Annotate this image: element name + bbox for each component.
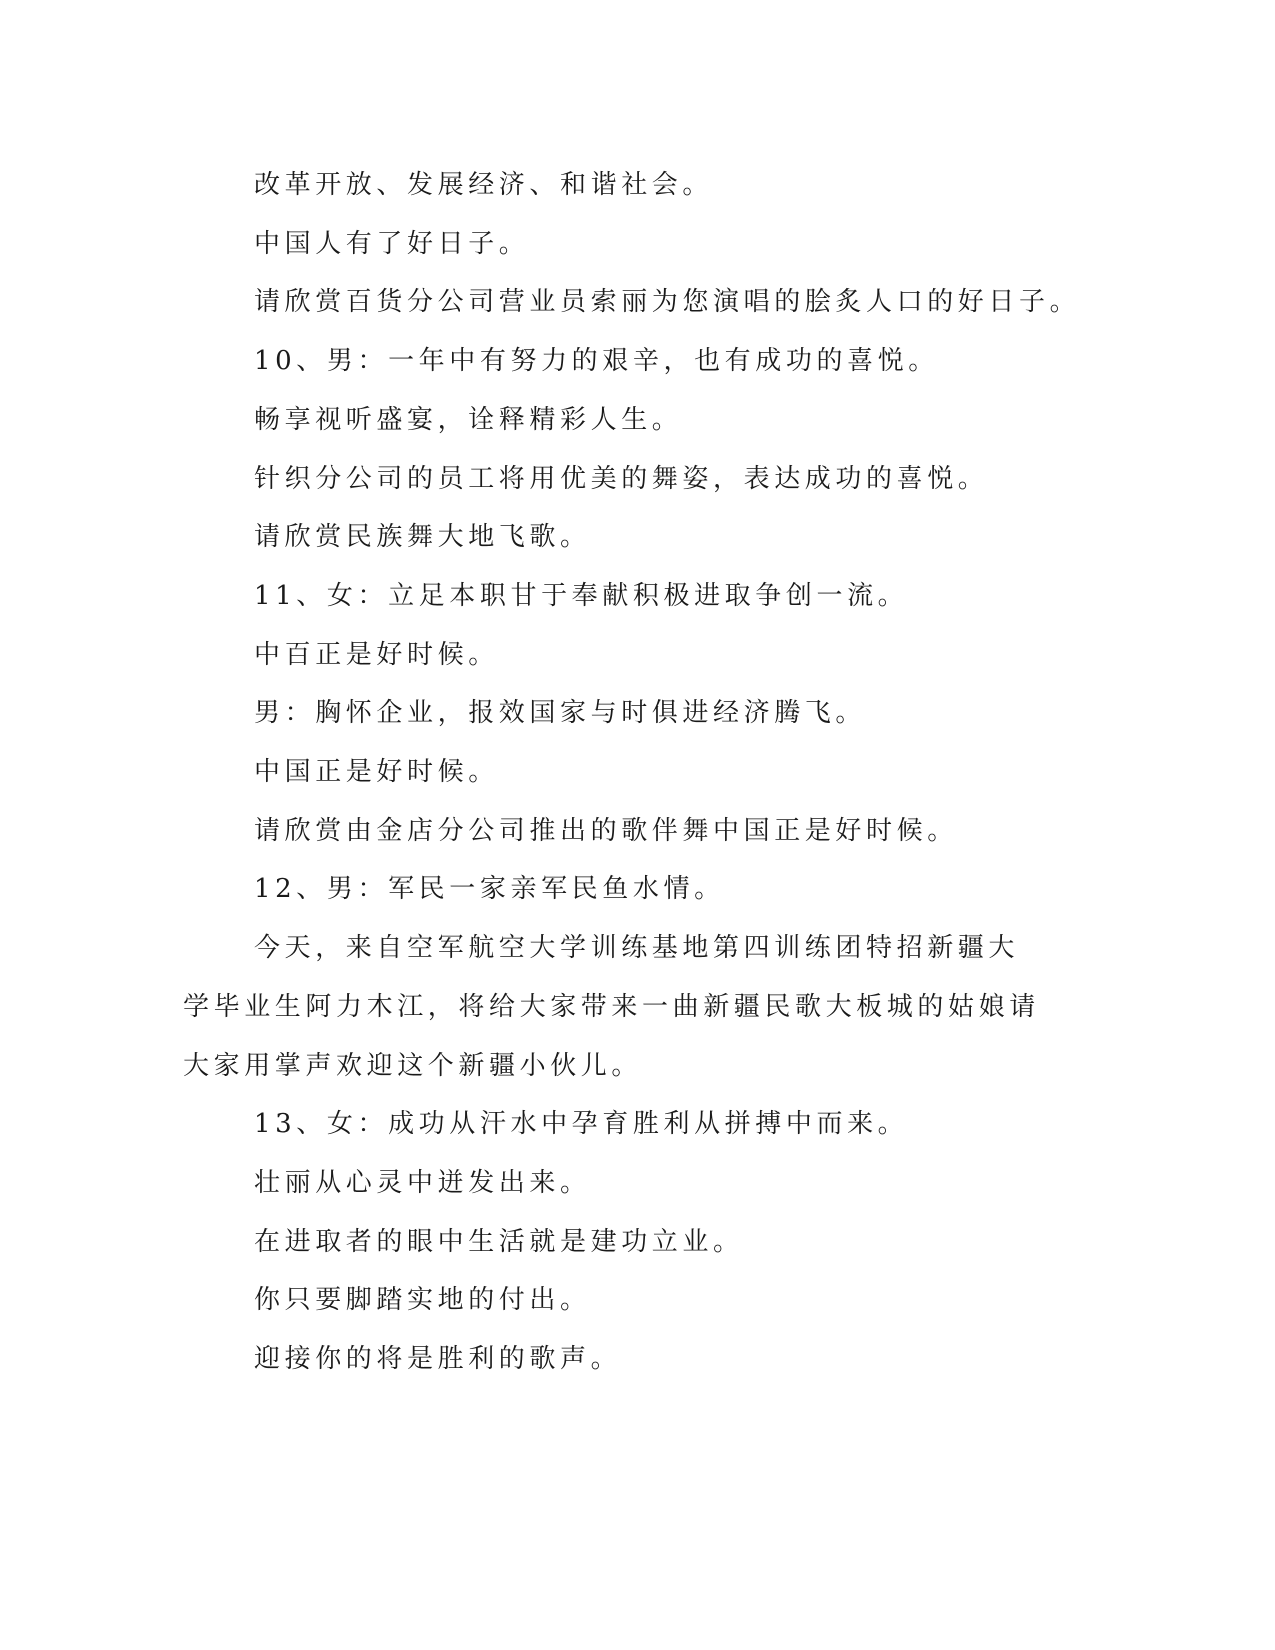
paragraph: 11、女：立足本职甘于奉献积极进取争创一流。: [254, 580, 909, 611]
paragraph: 针织分公司的员工将用优美的舞姿，表达成功的喜悦。: [254, 463, 989, 494]
paragraph: 中国人有了好日子。: [254, 228, 530, 259]
paragraph: 请欣赏民族舞大地飞歌。: [254, 522, 591, 553]
paragraph: 男：胸怀企业，报效国家与时俱进经济腾飞。: [254, 698, 867, 729]
paragraph: 13、女：成功从汗水中孕育胜利从拼搏中而来。: [254, 1109, 909, 1140]
paragraph: 改革开放、发展经济、和谐社会。: [254, 170, 714, 200]
paragraph: 请欣赏由金店分公司推出的歌伴舞中国正是好时候。: [254, 815, 958, 846]
paragraph: 10、男：一年中有努力的艰辛，也有成功的喜悦。: [254, 346, 939, 377]
document-body: [183, 156, 1081, 1389]
paragraph: 你只要脚踏实地的付出。: [254, 1285, 591, 1316]
paragraph: 12、男：军民一家亲军民鱼水情。: [254, 874, 725, 905]
paragraph: 迎接你的将是胜利的歌声。: [254, 1344, 622, 1375]
paragraph: 中国正是好时候。: [254, 757, 499, 788]
paragraph: 今天，来自空军航空大学训练基地第四训练团特招新疆大学毕业生阿力木江，将给大家带来一曲新疆民歌大板城的姑娘请大家用掌声欢迎这个新疆小伙儿。: [183, 933, 1040, 1081]
paragraph: 请欣赏百货分公司营业员索丽为您演唱的脍炙人口的好日子。: [254, 287, 1081, 318]
paragraph: 壮丽从心灵中迸发出来。: [254, 1167, 591, 1198]
paragraph: 中百正是好时候。: [254, 639, 499, 670]
paragraph: 在进取者的眼中生活就是建功立业。: [254, 1226, 744, 1257]
paragraph: 畅享视听盛宴，诠释精彩人生。: [254, 404, 683, 435]
